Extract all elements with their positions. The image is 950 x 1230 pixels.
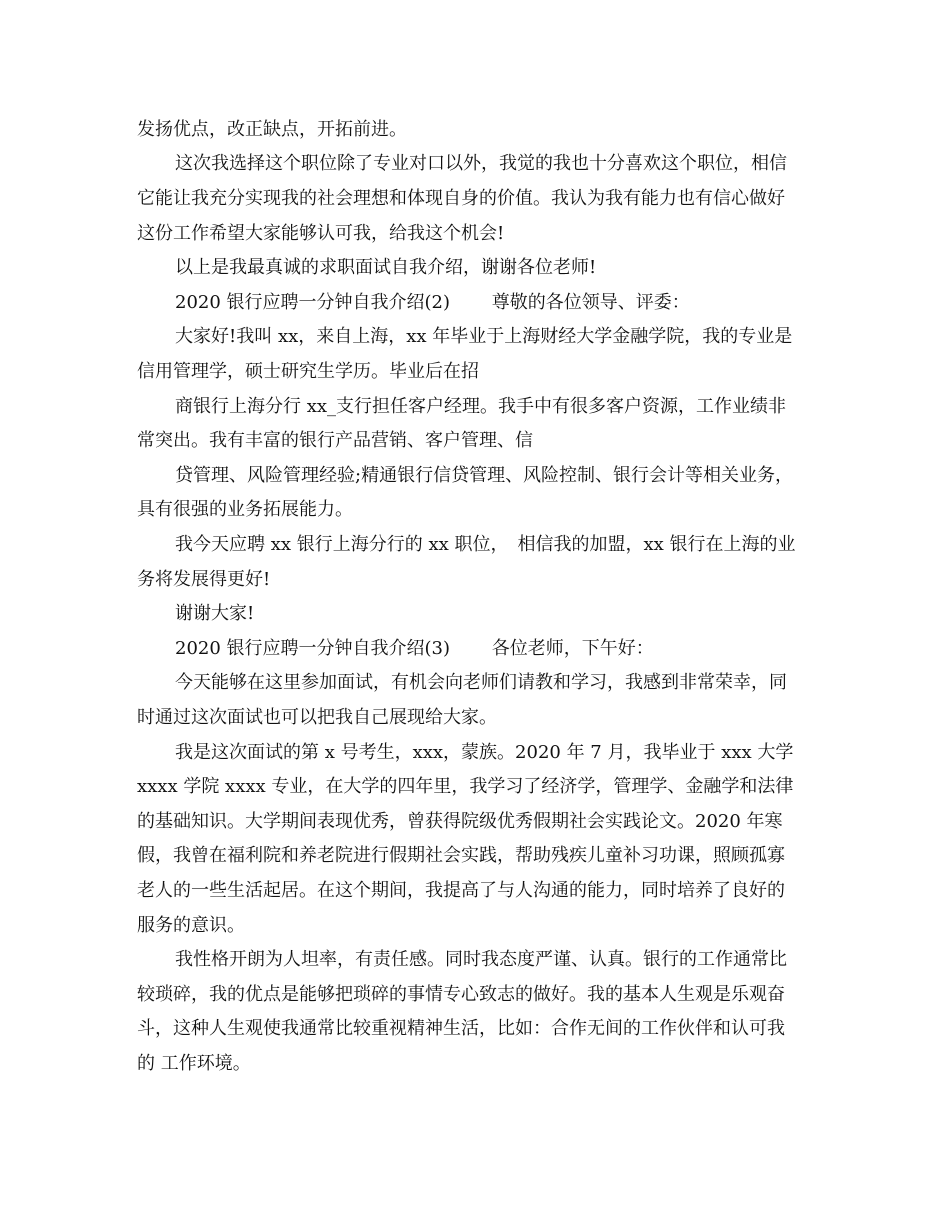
text-line: 谢谢大家! <box>175 603 255 624</box>
text-line: 以上是我最真诚的求职面试自我介绍，谢谢各位老师! <box>175 257 597 278</box>
text-line: 我今天应聘 xx 银行上海分行的 xx 职位， 相信我的加盟，xx 银行在上海的业 <box>175 534 796 555</box>
text-line: 具有很强的业务拓展能力。 <box>137 499 353 520</box>
text-line: xxxx 学院 xxxx 专业，在大学的四年里，我学习了经济学，管理学、金融学和法律 <box>137 776 794 797</box>
text-line: 常突出。我有丰富的银行产品营销、客户管理、信 <box>137 430 533 451</box>
text-line: 贷管理、风险管理经验;精通银行信贷管理、风险控制、银行会计等相关业务， <box>175 465 794 486</box>
text-line: 我性格开朗为人坦率，有责任感。同时我态度严谨、认真。银行的工作通常比 <box>175 949 787 970</box>
text-line: 服务的意识。 <box>137 915 245 936</box>
text-line: 今天能够在这里参加面试，有机会向老师们请教和学习，我感到非常荣幸，同 <box>175 672 787 693</box>
text-line: 的基础知识。大学期间表现优秀，曾获得院级优秀假期社会实践论文。2020 年寒 <box>137 811 783 832</box>
text-line: 的 工作环境。 <box>137 1053 251 1074</box>
text-line: 务将发展得更好! <box>137 569 271 590</box>
text-line: 信用管理学，硕士研究生学历。毕业后在招 <box>137 361 479 382</box>
text-line: 老人的一些生活起居。在这个期间，我提高了与人沟通的能力，同时培养了良好的 <box>137 880 785 901</box>
text-line: 较琐碎，我的优点是能够把琐碎的事情专心致志的做好。我的基本人生观是乐观奋 <box>137 984 785 1005</box>
text-line: 商银行上海分行 xx_支行担任客户经理。我手中有很多客户资源，工作业绩非 <box>175 396 787 417</box>
text-line: 我是这次面试的第 x 号考生，xxx，蒙族。2020 年 7 月，我毕业于 xxx 大学 <box>175 742 794 763</box>
text-line: 这次我选择这个职位除了专业对口以外，我觉的我也十分喜欢这个职位，相信 <box>175 153 787 174</box>
section-heading: 2020 银行应聘一分钟自我介绍(2) 尊敬的各位领导、评委： <box>175 292 690 313</box>
text-line: 假，我曾在福利院和养老院进行假期社会实践，帮助残疾儿童补习功课，照顾孤寡 <box>137 845 785 866</box>
text-line: 它能让我充分实现我的社会理想和体现自身的价值。我认为我有能力也有信心做好 <box>137 188 785 209</box>
text-line: 发扬优点，改正缺点，开拓前进。 <box>137 119 407 140</box>
text-line: 大家好!我叫 xx，来自上海，xx 年毕业于上海财经大学金融学院，我的专业是 <box>175 326 793 347</box>
text-line: 斗，这种人生观使我通常比较重视精神生活，比如：合作无间的工作伙伴和认可我 <box>137 1018 785 1039</box>
section-heading: 2020 银行应聘一分钟自我介绍(3) 各位老师，下午好： <box>175 638 654 659</box>
text-line: 这份工作希望大家能够认可我，给我这个机会! <box>137 223 505 244</box>
text-line: 时通过这次面试也可以把我自己展现给大家。 <box>137 707 497 728</box>
